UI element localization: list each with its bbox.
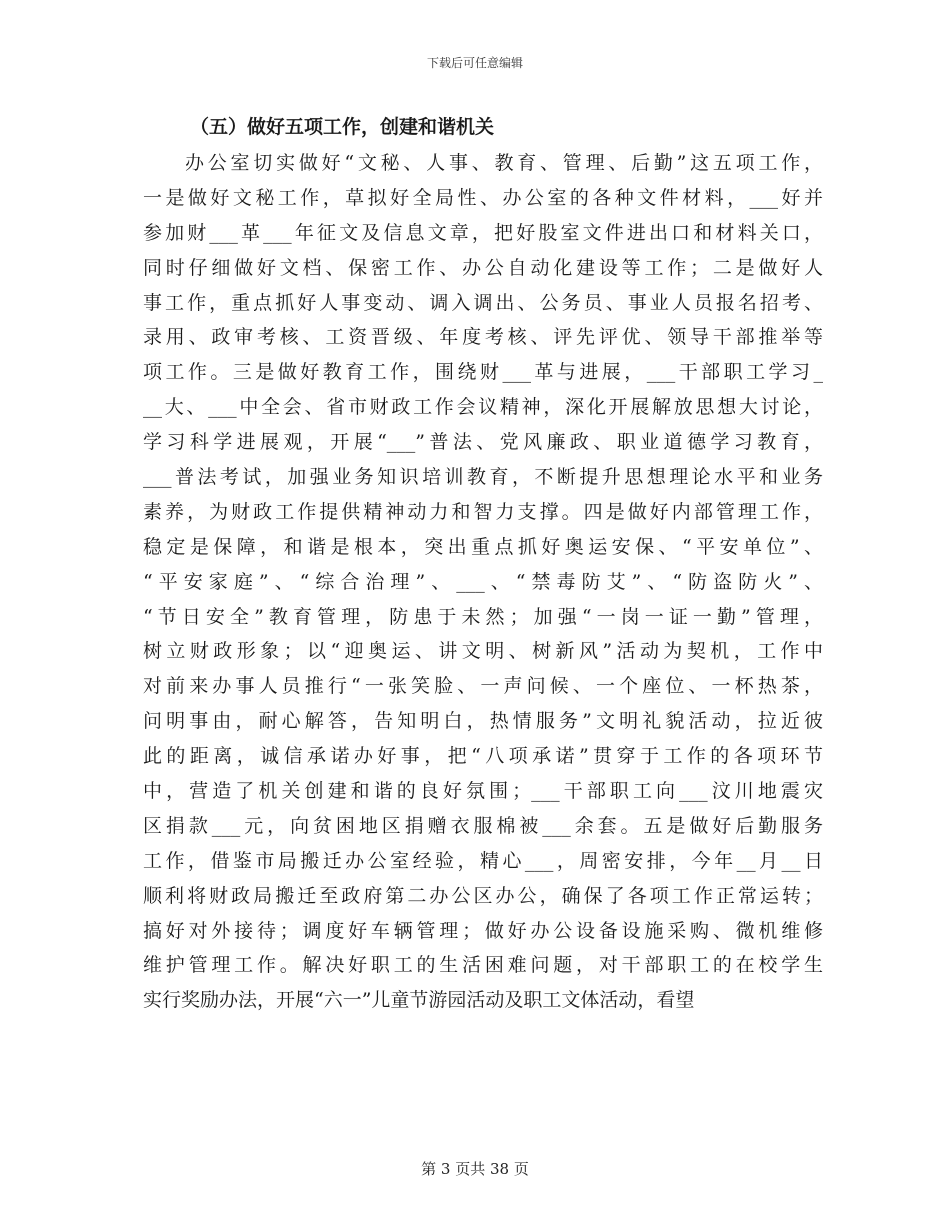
text-line: 实行奖励办法，开展“六一”儿童节游园活动及职工文体活动，看望 xyxy=(143,989,695,1012)
text-line: 同时仔细做好文档、保密工作、办公自动化建设等工作；二是做好人 xyxy=(143,256,823,279)
text-line: 区捐款___元，向贫困地区捐赠衣服棉被___余套。五是做好后勤服务 xyxy=(143,814,823,837)
text-line: ___普法考试，加强业务知识培训教育，不断提升思想理论水平和业务 xyxy=(143,466,823,489)
text-line: 参加财___革___年征文及信息文章，把好股室文件进出口和材料关口， xyxy=(143,221,823,244)
text-line: 事工作，重点抓好人事变动、调入调出、公务员、事业人员报名招考、 xyxy=(143,291,823,314)
text-line: 稳定是保障，和谐是根本，突出重点抓好奥运安保、“平安单位”、 xyxy=(143,535,823,558)
page-number: 第 3 页共 38 页 xyxy=(421,1160,529,1178)
text-line: 学习科学进展观，开展“___”普法、党风廉政、职业道德学习教育， xyxy=(143,431,823,454)
body-paragraph xyxy=(143,146,823,1018)
text-line: 录用、政审考核、工资晋级、年度考核、评先评优、领导干部推举等 xyxy=(143,326,823,349)
page-header: 下载后可任意编辑 xyxy=(426,56,523,70)
text-line: 问明事由，耐心解答，告知明白，热情服务”文明礼貌活动，拉近彼 xyxy=(143,710,823,733)
text-line: “平安家庭”、“综合治理”、___、“禁毒防艾”、“防盗防火”、 xyxy=(143,570,823,593)
section-heading: （五）做好五项工作，创建和谐机关 xyxy=(190,116,495,138)
text-line: 素养，为财政工作提供精神动力和智力支撑。四是做好内部管理工作， xyxy=(143,500,823,523)
text-line: “节日安全”教育管理，防患于未然；加强“一岗一证一勤”管理， xyxy=(143,605,823,628)
text-line: 中，营造了机关创建和谐的良好氛围；___干部职工向___汶川地震灾 xyxy=(143,780,823,803)
text-line: 顺利将财政局搬迁至政府第二办公区办公，确保了各项工作正常运转； xyxy=(143,884,823,907)
text-line: 树立财政形象；以“迎奥运、讲文明、树新风”活动为契机，工作中 xyxy=(143,640,823,663)
text-line: 项工作。三是做好教育工作，围绕财___革与进展，___干部职工学习_ xyxy=(143,361,823,384)
text-line: __大、___中全会、省市财政工作会议精神，深化开展解放思想大讨论， xyxy=(143,396,823,419)
text-line: 搞好对外接待；调度好车辆管理；做好办公设备设施采购、微机维修 xyxy=(143,919,823,942)
text-line: 工作，借鉴市局搬迁办公室经验，精心___，周密安排，今年__月__日 xyxy=(143,849,823,872)
text-line: 对前来办事人员推行“一张笑脸、一声问候、一个座位、一杯热茶， xyxy=(143,675,823,698)
text-line: 维护管理工作。解决好职工的生活困难问题，对干部职工的在校学生 xyxy=(143,954,823,977)
text-line: 此的距离，诚信承诺办好事，把“八项承诺”贯穿于工作的各项环节 xyxy=(143,745,823,768)
text-line: 办公室切实做好“文秘、人事、教育、管理、后勤”这五项工作， xyxy=(185,152,823,174)
text-line: 一是做好文秘工作，草拟好全局性、办公室的各种文件材料，___好并 xyxy=(143,186,823,209)
